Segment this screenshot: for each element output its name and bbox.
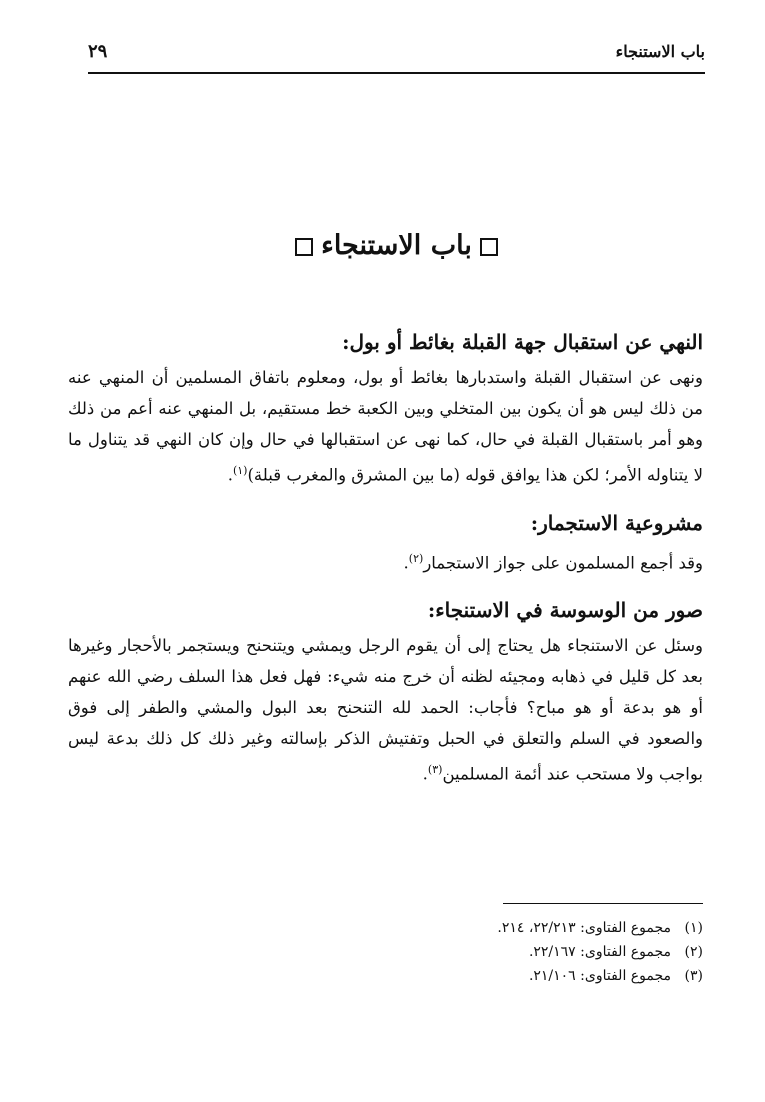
footnote xyxy=(62,940,703,964)
chapter-title: باب الاستنجاء xyxy=(321,230,472,261)
footnote-text: مجموع الفتاوى: ٢١/١٠٦. xyxy=(528,968,671,984)
footnote-ref: (٢) xyxy=(408,551,424,565)
section-paragraph: وقد أجمع المسلمون على جواز الاستجمار$^{(٢)}$. xyxy=(403,551,703,572)
section-paragraph: ونهى عن استقبال القبلة واستدبارها بغائط أو بول، ومعلوم باتفاق المسلمين أن المنهي عنه من ذلك ليس هو أن يكون بين المتخلي وبين الكعبة خط مستقيم، بل المنهي عنه أعم من ذلك وهو أمر باستقبال القبلة في حال، كما نهى عن استقبالها في حال وإن كان النهي قد يتناول ما لا يتناوله الأمر؛ لكن هذا يوافق قوله (ما بين المشرق والمغرب قبلة)$^{(١)}$. xyxy=(68,368,703,485)
section-paragraph: وسئل عن الاستنجاء هل يحتاج إلى أن يقوم الرجل ويمشي ويتنحنح ويستجمر بالأحجار وغيرها بعد كل قليل في ذهابه ومجيئه لظنه أن خرج منه شيء: فهل فعل هذا السلف رضي الله عنهم أو هو بدعة أو هو مباح؟ فأجاب: الحمد لله التنحنح بعد البول والمشي والطفر إلى فوق والصعود في السلم والتعلق في الحبل وتفتيش الذكر بإسالته وغير ذلك كل ذلك بدعة ليس بواجب ولا مستحب عند أئمة المسلمين$^{(٣)}$. xyxy=(68,636,703,784)
ornament-box-icon xyxy=(480,238,498,256)
footnote-text: مجموع الفتاوى: ٢٢/١٦٧. xyxy=(528,944,671,960)
footnote-number: (١) xyxy=(684,920,703,936)
footnote xyxy=(62,964,703,988)
paragraph-text: وسئل عن الاستنجاء هل يحتاج إلى أن يقوم الرجل ويمشي ويتنحنح ويستجمر بالأحجار وغيرها بعد كل قليل في ذهابه ومجيئه لظنه أن خرج منه شيء: فهل فعل هذا السلف رضي الله عنهم أو هو بدعة أو هو مباح؟ فأجاب: الحمد لله التنحنح بعد البول والمشي والطفر إلى فوق والصعود في السلم والتعلق في الحبل وتفتيش الذكر بإسالته وغير ذلك كل ذلك بدعة ليس بواجب ولا مستحب عند أئمة المسلمين xyxy=(68,636,703,784)
paragraph-text: وقد أجمع المسلمون على جواز الاستجمار xyxy=(423,553,703,572)
running-head-title: باب الاستنجاء xyxy=(615,41,705,61)
section-title: مشروعية الاستجمار: xyxy=(530,510,703,535)
section-title: صور من الوسوسة في الاستنجاء: xyxy=(427,598,703,622)
footnote-divider xyxy=(503,903,703,904)
section-title: النهي عن استقبال جهة القبلة بغائط أو بول: xyxy=(342,330,703,354)
footnotes xyxy=(62,903,703,988)
footnote-ref: (٣) xyxy=(427,763,443,776)
footnote-number: (٣) xyxy=(684,968,703,984)
footnote-text: مجموع الفتاوى: ٢٢/٢١٣، ٢١٤. xyxy=(497,920,671,936)
paragraph-text: ونهى عن استقبال القبلة واستدبارها بغائط أو بول، ومعلوم باتفاق المسلمين أن المنهي عنه من ذلك ليس هو أن يكون بين المتخلي وبين الكعبة خط مستقيم، بل المنهي عنه أعم من ذلك وهو أمر باستقبال القبلة في حال، كما نهى عن استقبالها في حال وإن كان النهي قد يتناول ما لا يتناوله الأمر؛ لكن هذا يوافق قوله (ما بين المشرق والمغرب قبلة) xyxy=(68,368,703,485)
footnote xyxy=(62,916,703,940)
footnote-ref: (١) xyxy=(232,464,248,477)
main-content xyxy=(68,330,703,810)
chapter-heading xyxy=(88,230,705,261)
ornament-box-icon xyxy=(295,238,313,256)
footnote-number: (٢) xyxy=(684,944,703,960)
page-number: ٢٩ xyxy=(88,40,108,62)
running-head xyxy=(88,30,705,74)
